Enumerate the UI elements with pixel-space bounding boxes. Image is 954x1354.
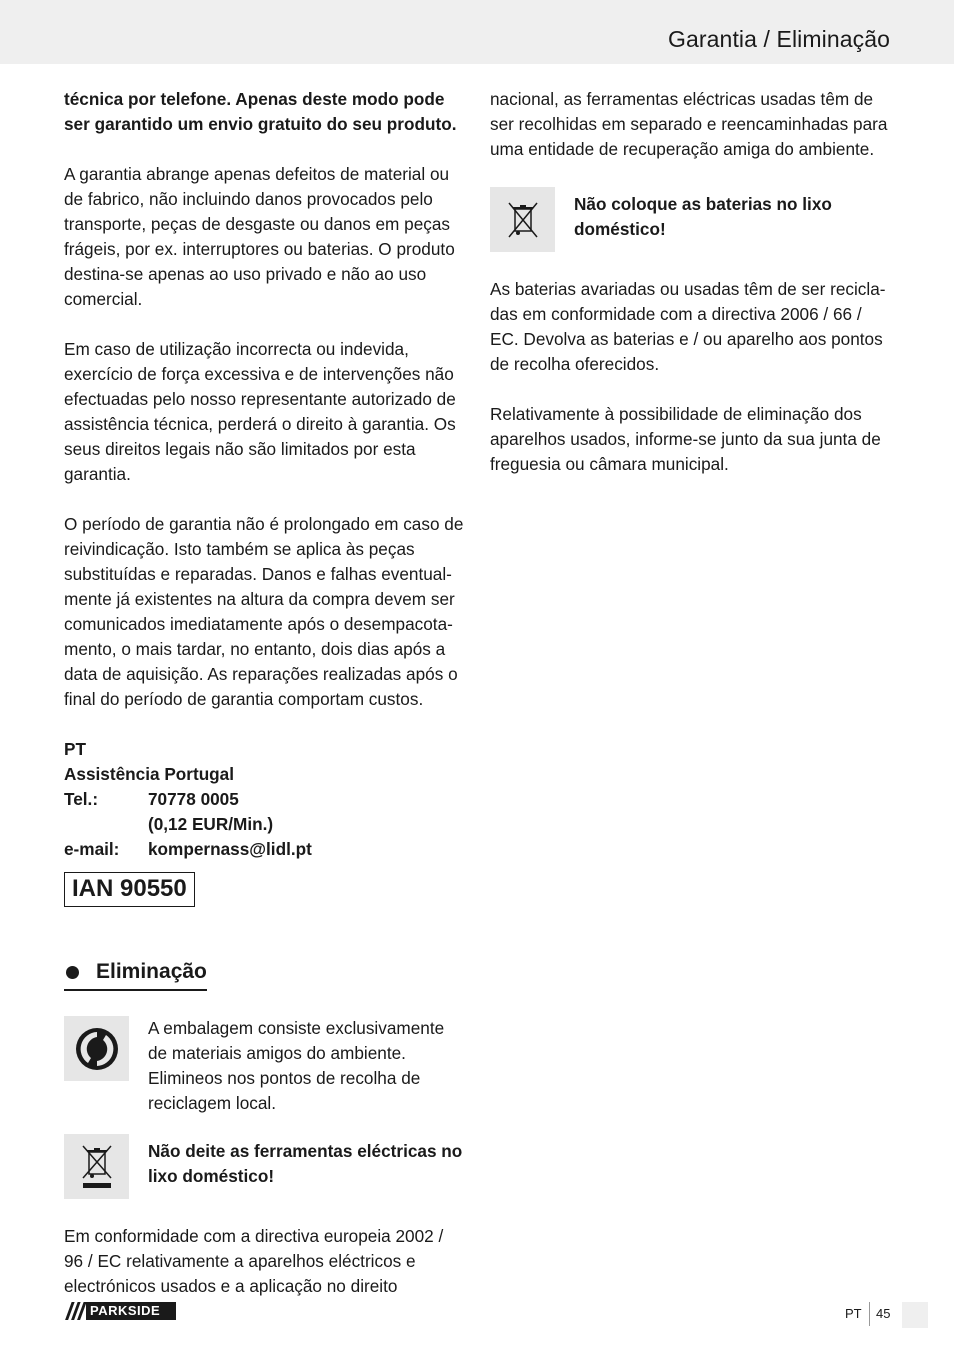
service-country: PT bbox=[64, 739, 86, 759]
footer-divider bbox=[869, 1302, 870, 1326]
tel-value: 70778 0005 bbox=[148, 789, 239, 809]
battery-paragraph: As baterias avariadas ou usadas têm de ser recicla-das em conformidade com a directiva 2006 / 66 / EC. Devolva as baterias e / ou aparelho aos pontos de recolha oferecidos. bbox=[490, 279, 886, 374]
logo-stripes-icon bbox=[64, 1302, 86, 1320]
service-contact bbox=[64, 737, 312, 862]
directive-paragraph: Em conformidade com a directiva europeia 2002 / 96 / EC relativamente a aparelhos eléctricos e electrónicos usados e a aplicação no direito bbox=[64, 1226, 444, 1296]
section-heading-disposal bbox=[64, 957, 207, 991]
continuation-paragraph: nacional, as ferramentas eléctricas usadas têm de ser recolhidas em separado e reencaminhadas para uma entidade de recuperação amiga do ambiente. bbox=[490, 89, 888, 159]
crossed-out-bin-battery-icon bbox=[490, 187, 555, 252]
warranty-scope-paragraph: A garantia abrange apenas defeitos de material ou de fabrico, não incluindo danos provocados pelo transporte, peças de desgaste ou danos em peças frágeis, por ex. interruptores ou baterias. O produto destina-se apenas ao uso privado e não ao uso comercial. bbox=[64, 164, 455, 309]
warranty-void-paragraph: Em caso de utilização incorrecta ou indevida, exercício de força excessiva e de intervenções não efectuadas pelo nosso representante autorizado de assistência técnica, perderá o direito à garantia. Os seus direitos legais não são limitados por esta garantia. bbox=[64, 339, 456, 484]
battery-warning-row bbox=[490, 187, 894, 252]
packaging-row bbox=[64, 1016, 466, 1116]
crossed-out-wheelie-bin-icon bbox=[64, 1134, 129, 1199]
logo-brand-text: PARKSIDE bbox=[90, 1303, 161, 1318]
green-dot-recycling-icon bbox=[64, 1016, 129, 1081]
parkside-logo bbox=[64, 1302, 176, 1320]
tools-warning-row bbox=[64, 1134, 466, 1199]
page-title: Garantia / Eliminação bbox=[668, 26, 890, 52]
email-value: kompernass@lidl.pt bbox=[148, 839, 312, 859]
left-column bbox=[64, 87, 466, 1299]
ian-number: IAN 90550 bbox=[64, 872, 195, 907]
battery-warning-text: Não coloque as baterias no lixo doméstico! bbox=[574, 194, 832, 239]
service-name: Assistência Portugal bbox=[64, 764, 235, 784]
tel-label: Tel.: bbox=[64, 789, 99, 809]
section-heading-label: Eliminação bbox=[96, 960, 207, 983]
footer-marker bbox=[902, 1302, 928, 1328]
bullet-dot-icon bbox=[66, 966, 79, 979]
intro-bold-text: técnica por telefone. Apenas deste modo pode ser garantido um envio gratuito do seu produto. bbox=[64, 89, 457, 134]
tel-price: (0,12 EUR/Min.) bbox=[148, 814, 274, 834]
page-number: 45 bbox=[876, 1306, 891, 1321]
page-header bbox=[0, 0, 954, 64]
email-label: e-mail: bbox=[64, 839, 120, 859]
warranty-period-paragraph: O período de garantia não é prolongado em caso de reivindicação. Isto também se aplica às peças substituídas e reparadas. Danos e falhas eventual-mente já existentes na altura da compra devem ser comunicados imediatamente após o desempacota-mento, o mais tardar, no entanto, dois dias após a data de aquisição. As reparações realizadas após o final do período de garantia comportam custos. bbox=[64, 514, 464, 709]
packaging-text: A embalagem consiste exclusivamente de materiais amigos do ambiente. Elimineos nos pontos de recolha de reciclagem local. bbox=[148, 1018, 445, 1113]
right-column bbox=[490, 87, 894, 477]
footer-language: PT bbox=[845, 1306, 862, 1321]
tools-warning-text: Não deite as ferramentas eléctricas no lixo doméstico! bbox=[148, 1141, 463, 1186]
disposal-paragraph: Relativamente à possibilidade de eliminação dos aparelhos usados, informe-se junto da sua junta de freguesia ou câmara municipal. bbox=[490, 404, 881, 474]
